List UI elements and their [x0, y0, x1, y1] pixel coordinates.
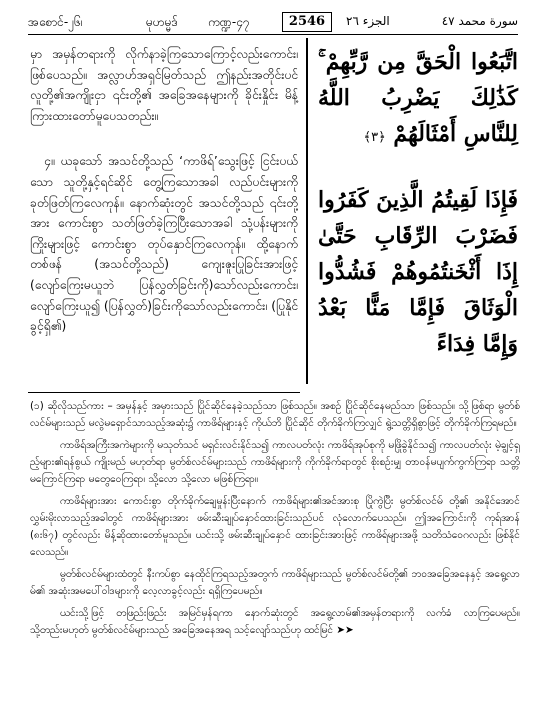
- footnote-paragraph: ကာဖိရ်များအား ကောင်းစွာ တိုက်ခိုက်ချေမှုန်းပြီးနောက် ကာဖိရ်များ၏အင်အားစု ပြိုကွဲပြီး မွတ်စ်လင်မ် တို့၏ အနိုင်အောင် လွှမ်းမိုးလာသည့်အခါတွင် ကာဖိရ်များအား ဖမ်းဆီးချုပ်နှောင်ထားခြင်းသည်ပင် လုံလောက်ပေသည်။ ဤအကြောင်းကို ကုရ်အာန် (၈း၆၇) တွင်လည်း မိန့်ဆိုထားတော်မူသည်။ ယင်းသို့ ဖမ်းဆီးချုပ်နှောင် ထားခြင်းအားဖြင့် ကာဖိရ်များအဖို့ သတိသံဝေဂလည်း ဖြစ်နိုင်လေသည်။: [30, 495, 520, 558]
- footnote-paragraph: မွတ်စ်လင်မ်များထံတွင် နီးကပ်စွာ နေထိုင်ကြရသည့်အတွက် ကာဖိရ်များသည် မွတ်စ်လင်မ်တို့၏ ဘဝအခြေအနေနှင့် အရွေ့လာမ်၏ အဆုံးအမပေါ်ဝါဒများကို လေ့လာခွင့်လည်း ရရှိကြပေမည်။: [30, 568, 520, 597]
- footnote-paragraph: ယင်းသို့ဖြင့် တဖြည်းဖြည်း အမြင်မှန်ရကာ နောက်ဆုံးတွင် အရွေ့လာမ်၏အမှန်တရားကို လက်ခံ လာကြပေမည်။ သို့တည်းမဟုတ် မွတ်စ်လင်မ်များသည် အခြေအနေအရ သင့်လျော်သည်ဟု ထင်မြင် ➤➤: [30, 607, 520, 636]
- surah-title-ar: سورة محمد ٤٧: [441, 14, 518, 28]
- arabic-verse-2: فَإِذَا لَقِيتُمُ الَّذِينَ كَفَرُوا فَضَرْبَ الرِّقَابِ حَتَّىٰ إِذَا أَثْخَنتُمُوهُمْ فَشُدُّوا الْوَثَاقَ فَإِمَّا مَنًّا بَعْدُ وَإِمَّا فِدَاءً: [318, 187, 518, 357]
- page-header: [28, 12, 518, 35]
- footnote-paragraph: ကာဖိရ်အကြီးအကဲများကို မသုတ်သင် မရှင်းလင်းနိုင်သ၍ ကာလပတ်လုံး ကာဖိရ်အုပ်စုကို မဖြိုခွဲနိုင်သ၍ ကာလပတ်လုံး မဲ့ချွင့်ရှည့်များ၏ရန်စွယ် ကျိုးမည် မဟုတ်ရာ မွတ်စ်လင်မ်များသည် ကာဖိရ်များကို ကိုက်ခိုက်ရာတွင် စိုးစဉ်းမျှ တာဝန်မပျက်ကွက်ကြရာ သတ္တိမကြောင်ကြရာ မတွေဝေကြရာ၊ သို့လော သို့လော မဖြစ်ကြရာ။: [30, 439, 520, 485]
- column-divider: [306, 38, 308, 384]
- arabic-column: [318, 44, 518, 362]
- surah-label-mm: မုဟမ္မဒ်: [146, 15, 178, 29]
- arabic-verse-1-text: اتَّبَعُوا الْحَقَّ مِن رَّبِّهِمْ ۚ كَذَٰلِكَ يَضْرِبُ اللَّهُ لِلنَّاسِ أَمْثَالَهُمْ: [318, 49, 518, 147]
- footnote-paragraph: (၁) ဆိုလိုသည်ကား – အမှန်နှင့် အမှားသည် ပြိုင်ဆိုင်နေခဲ့သည်သာ ဖြစ်သည်။ အစဉ် ပြိုင်ဆိုင်နေမည်သာ ဖြစ်သည်။ သို့ဖြစ်ရာ မွတ်စ်လင်မ်များသည် မလွဲမရှောင်သာသည့်အဆုံး၌ ကာဖိရ်များနှင့် ကိုယ်ဘိ ပြိုင်ဆိုင် တိုက်ခိုက်ကြလျှင် ရွဲ့သတ္တိရှိစွာဖြင့် တိုက်ခိုက်ကြရမည်။: [30, 400, 520, 429]
- footnote-rule: [28, 392, 300, 393]
- part-label: အစောင်-၂၆၊: [28, 15, 83, 29]
- translation-column: [30, 44, 298, 337]
- ayah-number-mark: ﴿٣﴾: [363, 130, 386, 145]
- verse-ref-mm: ကဏ္ဍ-၄၇: [208, 15, 250, 29]
- juz-label: الجزء ٢٦: [346, 14, 390, 28]
- translation-paragraph-2: ၄။ ယခုသော် အသင်တို့သည် ‘ကာဖိရ်’သွေးဖြင့် ငြင်းပယ်သော သူတို့နှင့်ရင်ဆိုင် တွေ့ကြသောအခါ လည်ပင်းများကို ခုတ်ဖြတ်ကြလေကုန်။ နောက်ဆုံးတွင် အသင်တို့သည် ၎င်းတို့အား ကောင်းစွာ သတ်ဖြတ်ခဲ့ကြပြီးသောအခါ သုံ့ပန်းများကို ကြိုးများဖြင့် ကောင်းစွာ တုပ်နှောင်ကြလေကုန်။ ထို့နောက် တစ်ဖန် (အသင်တို့သည်) ကျေးဇူးပြုခြင်းအားဖြင့် (လျော်ကြေးမယူဘဲ ပြန်လွှတ်ခြင်းကို)သော်လည်းကောင်း၊ လျော်ကြေးယူ၍ (ပြန်လွှတ်)ခြင်းကိုသော်လည်းကောင်း၊ (ပြုနိုင်ခွင့်ရှိ၏): [30, 154, 298, 334]
- footnotes: [30, 398, 520, 639]
- translation-paragraph-1: မှာ အမှန်တရားကို လိုက်နာခဲ့ကြသောကြောင့်လည်းကောင်း၊ ဖြစ်ပေသည်။ အလ္လာဟ်အရှင်မြတ်သည် ဤနည်းအတိုင်းပင် လူတို့၏အကျိုးငှာ ၎င်းတို့၏ အခြေအနေများကို ခိုင်းနှိုင်း မိန့်ကြားထားတော်မူပေသတည်း။: [30, 47, 298, 123]
- arabic-verse-1: [318, 44, 518, 156]
- page-number: 2546: [282, 12, 332, 32]
